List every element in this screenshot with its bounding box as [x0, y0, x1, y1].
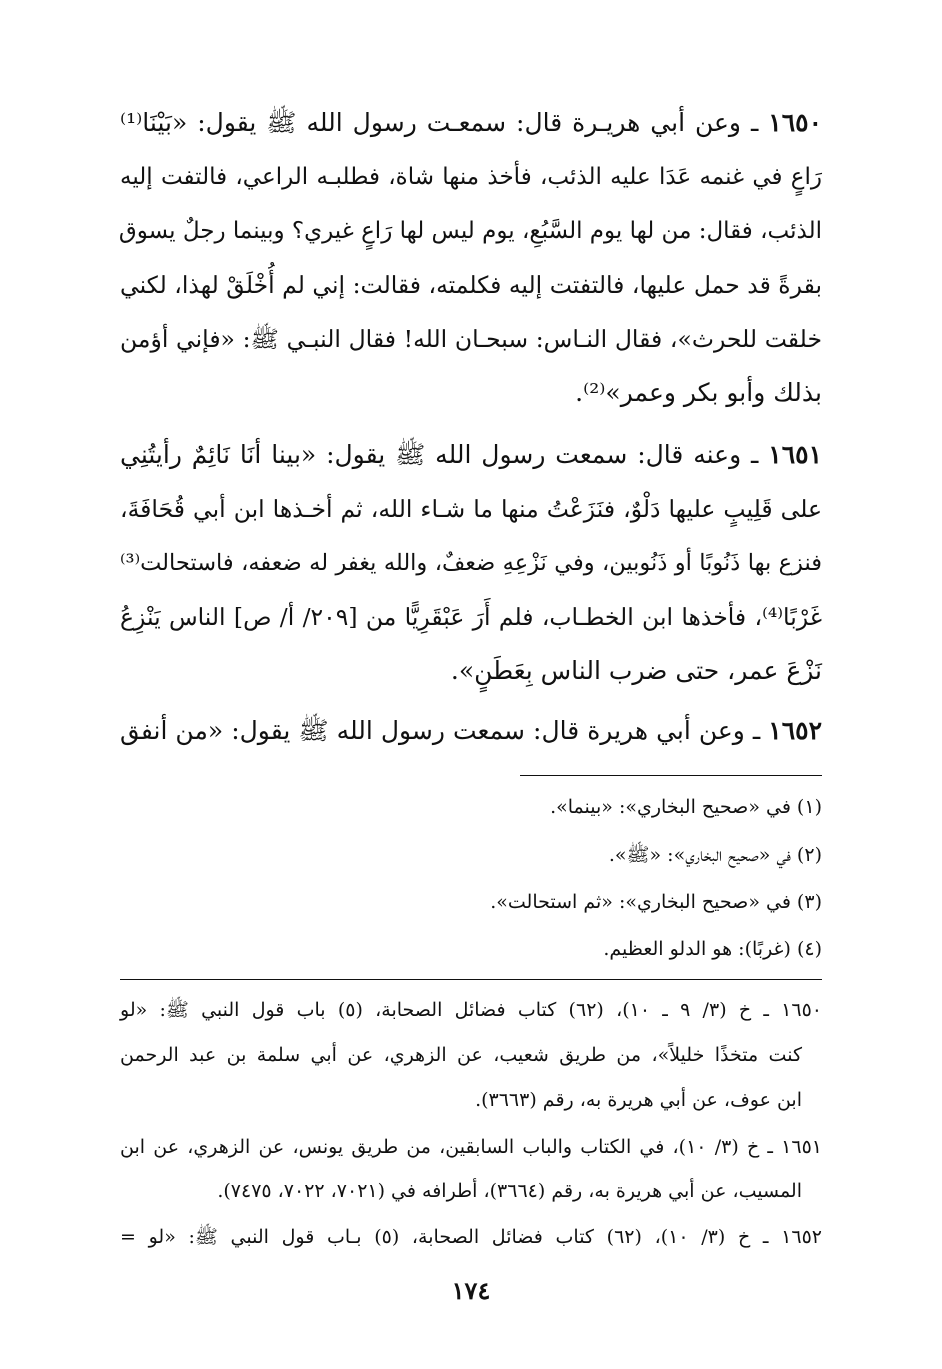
- hadith-number: ١٦٥٠: [768, 108, 822, 137]
- source-line: ١٦٥٢ ـ خ (٣/ ١٠)، (٦٢) كتاب فضائل الصحابة، (٥) بـاب قول النبي ﷺ: «لو =: [120, 1226, 822, 1248]
- hadith-text-line: فنزع بها ذَنُوبًا أو ذَنُوبين، وفي نَزْعِهِ ضعفٌ، والله يغفر له ضعفه، فاستحالت⁽³⁾: [120, 550, 822, 576]
- hadith-text-line: خلقت للحرث»، فقال النـاس: سبحـان الله! فقال النبـي ﷺ: «فإني أؤمن: [120, 325, 822, 353]
- hadith-text-line: نَزْعَ عمر، حتى ضرب الناس بِعَطَنٍ».: [450, 656, 822, 685]
- sources-divider: [120, 979, 822, 980]
- footnote: (٢) في «صحيح البخاري»: «ﷺ».: [608, 844, 822, 866]
- hadith-text-line: بقرةً قد حمل عليها، فالتفتت إليه فكلمته، فقالت: إني لم أُخْلَقْ لهذا، لكني: [120, 271, 822, 299]
- hadith-number: ١٦٥١: [768, 440, 822, 469]
- hadith-text-line: ١٦٥٢ ـ وعن أبي هريرة قال: سمعت رسول الله ﷺ يقول: «من أنفق: [120, 716, 822, 745]
- source-line: ١٦٥٠ ـ خ (٣/ ٩ ـ ١٠)، (٦٢) كتاب فضائل الصحابة، (٥) باب قول النبي ﷺ: «لو: [120, 999, 822, 1021]
- footnote: (٣) في «صحيح البخاري»: «ثم استحالت».: [490, 891, 822, 913]
- hadith-text-line: رَاعٍ في غنمه عَدَا عليه الذئب، فأخذ منها شاة، فطلبـه الراعي، فالتفت إليه: [120, 164, 822, 190]
- hadith-text-line: على قَلِيبٍ عليها دَلْوٌ، فنَزَعْتُ منها ما شـاء الله، ثم أخـذها ابن أبي قُحَافَةَ،: [120, 495, 822, 523]
- footnote: (٤) (غربًا): هو الدلو العظيم.: [603, 938, 822, 960]
- source-line: ابن عوف، عن أبي هريرة به، رقم (٣٦٦٣).: [475, 1089, 802, 1111]
- footnote-divider: [520, 775, 822, 776]
- hadith-text-line: الذئب، فقال: من لها يوم السَّبُعِ، يوم ليس لها رَاعٍ غيري؟ وبينما رجلٌ يسوق: [118, 218, 822, 244]
- footnote: (١) في «صحيح البخاري»: «بينما».: [550, 796, 822, 818]
- hadith-text-line: ١٦٥١ ـ وعنه قال: سمعت رسول الله ﷺ يقول: «بينا أنَا نَائِمٌ رأيتُنِي: [120, 440, 822, 469]
- source-line: المسيب، عن أبي هريرة به، رقم (٣٦٦٤)، أطرافه في (٧٠٢١، ٧٠٢٢، ٧٤٧٥).: [217, 1180, 802, 1202]
- hadith-text-line: غَرْبًا⁽⁴⁾، فأخذها ابن الخطـاب، فلم أَرَ عَبْقَرِيًّا من [٢٠٩/ أ/ ص] الناس يَنْزِعُ: [120, 603, 822, 631]
- source-line: كنت متخذًا خليلاً»، من طريق شعيب، عن الزهري، عن أبي سلمة بن عبد الرحمن: [120, 1044, 802, 1066]
- hadith-text-line: ١٦٥٠ ـ وعن أبي هريـرة قال: سمعـت رسول الله ﷺ يقول: «بَيْنَا⁽¹⁾: [120, 108, 822, 137]
- page-number: ١٧٤: [451, 1276, 491, 1305]
- source-line: ١٦٥١ ـ خ (٣/ ١٠)، في الكتاب والباب السابقين، من طريق يونس، عن الزهري، عن ابن: [120, 1136, 822, 1158]
- hadith-number: ١٦٥٢: [768, 716, 822, 745]
- hadith-text-line: بذلك وأبو بكر وعمر»⁽²⁾.: [575, 378, 822, 407]
